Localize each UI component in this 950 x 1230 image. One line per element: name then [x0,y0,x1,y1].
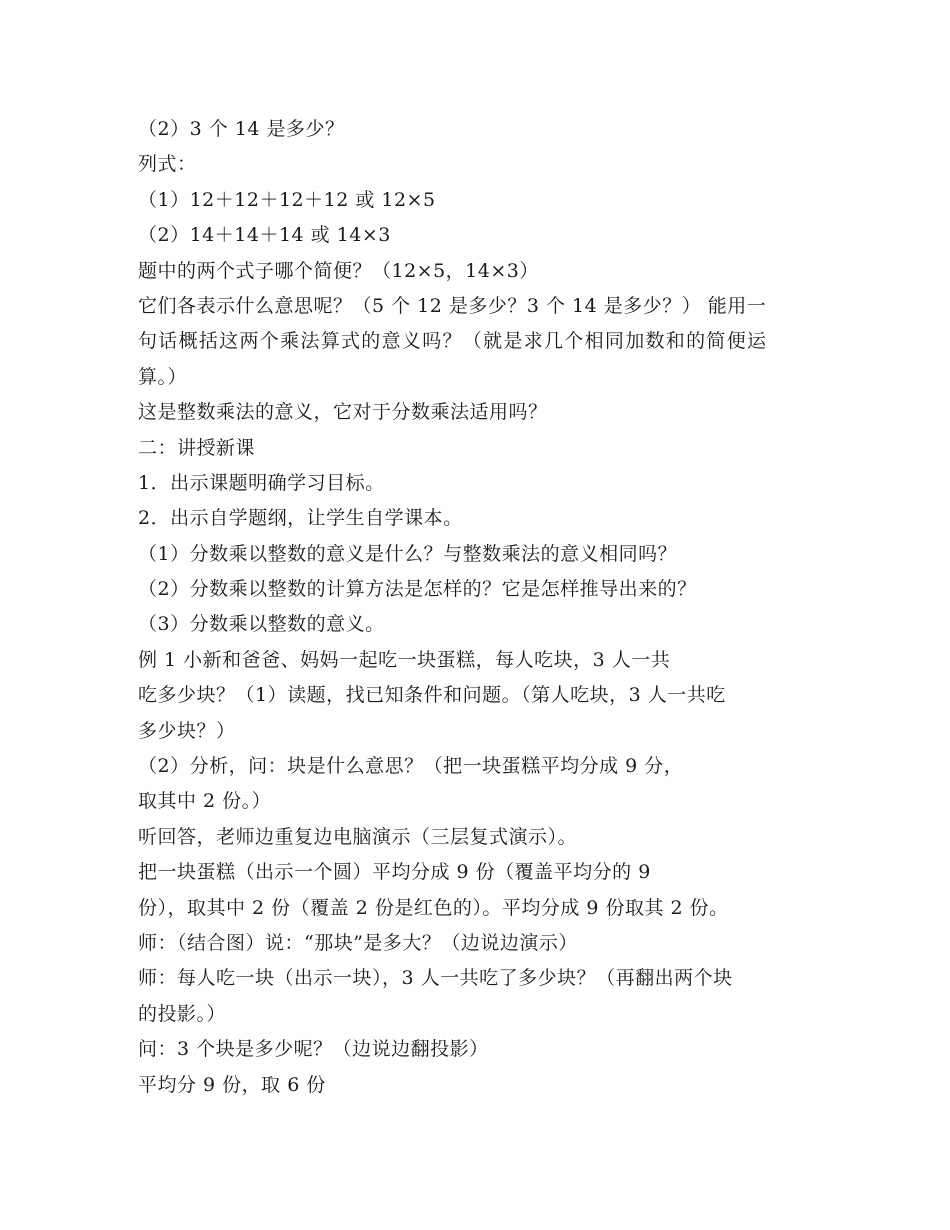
text-line: （2）分数乘以整数的计算方法是怎样的？它是怎样推导出来的？ [138,578,697,601]
text-line: （1）分数乘以整数的意义是什么？与整数乘法的意义相同吗？ [138,542,678,565]
text-line: 例 1 小新和爸爸、妈妈一起吃一块蛋糕，每人吃块，3 人一共 [138,648,671,671]
text-line: （2）分析，问：块是什么意思？（把一块蛋糕平均分成 9 分， [138,755,684,778]
text-line: 它们各表示什么意思呢？（5 个 12 是多少？3 个 14 是多少？） 能用一 [138,294,767,317]
text-line: 取其中 2 份。） [138,790,272,813]
text-line: 题中的两个式子哪个简便？（12×5，14×3） [138,259,539,282]
text-line: 份），取其中 2 份（覆盖 2 份是红色的）。平均分成 9 份取其 2 份。 [138,896,729,919]
text-line: 这是整数乘法的意义，它对于分数乘法适用吗？ [138,401,548,424]
text-line: 多少块？） [138,719,236,742]
text-line: 问：3 个块是多少呢？（边说边翻投影） [138,1038,489,1061]
text-line: 把一块蛋糕（出示一个圆）平均分成 9 份（覆盖平均分的 9 [138,861,651,884]
text-line: 句话概括这两个乘法算式的意义吗？（就是求几个相同加数和的简便运 [138,330,768,353]
text-line: （2）14＋14＋14 或 14×3 [138,224,391,247]
text-line: （1）12＋12＋12＋12 或 12×5 [138,188,436,211]
text-line: 吃多少块？（1）读题，找已知条件和问题。（第人吃块，3 人一共吃 [138,684,726,707]
text-line: 2．出示自学题纲，让学生自学课本。 [138,507,463,530]
text-line: 听回答，老师边重复边电脑演示（三层复式演示）。 [138,825,578,848]
document-body [138,112,818,1103]
text-line: （3）分数乘以整数的意义。 [138,613,385,636]
text-line: 1．出示课题明确学习目标。 [138,471,385,494]
text-line: 列式： [138,153,197,176]
text-line: 的投影。） [138,1002,227,1025]
section-heading: 二：讲授新课 [138,436,256,459]
text-line: 算。） [138,365,188,388]
text-line: （2）3 个 14 是多少？ [138,118,345,140]
text-line: 师：（结合图）说：“那块”是多大？（边说边演示） [138,931,578,954]
text-line: 师：每人吃一块（出示一块），3 人一共吃了多少块？（再翻出两个块 [138,967,733,990]
text-line: 平均分 9 份，取 6 份 [138,1073,326,1096]
